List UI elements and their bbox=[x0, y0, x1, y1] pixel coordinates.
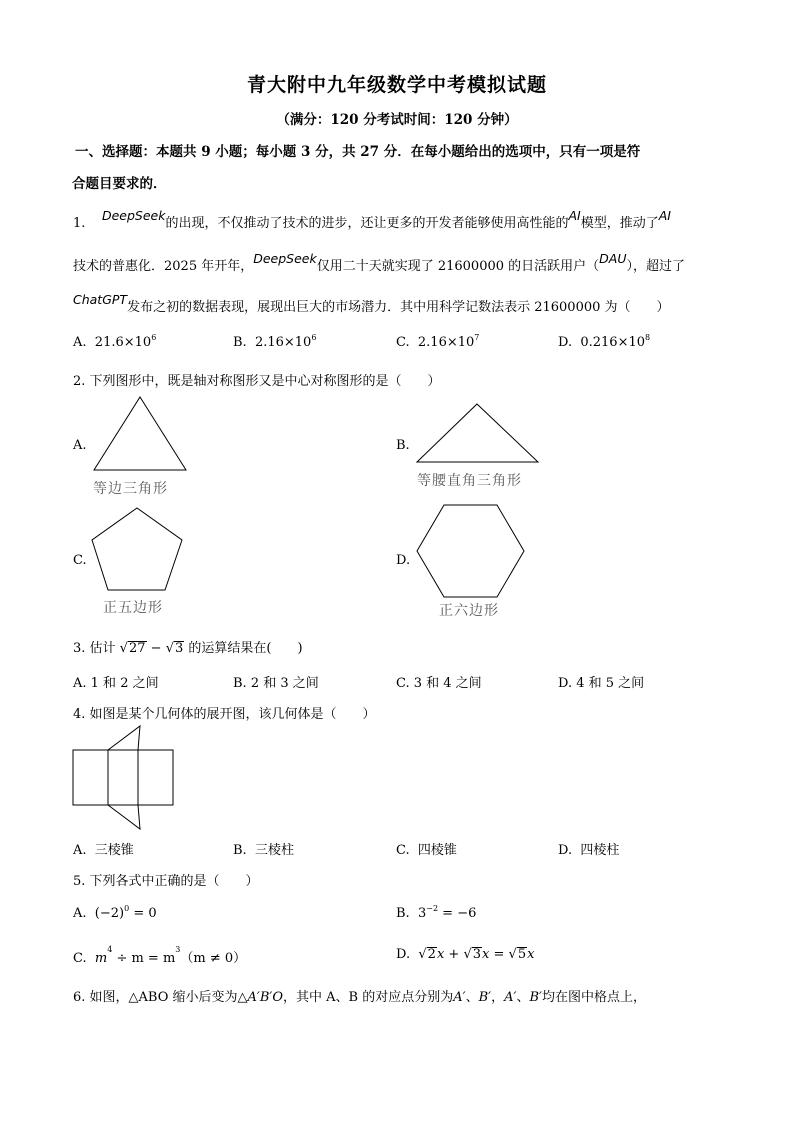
option-exponent: 6 bbox=[151, 333, 157, 342]
option-label: C. bbox=[73, 951, 87, 966]
q1-chatgpt: ChatGPT bbox=[73, 292, 128, 307]
isosceles-right-triangle-shape bbox=[417, 404, 538, 462]
q1-option-c[interactable] bbox=[396, 335, 479, 350]
option-value: 2.16×10 bbox=[254, 335, 312, 350]
q1-deepseek: DeepSeek bbox=[101, 208, 166, 223]
option-text: 三棱锥 bbox=[94, 843, 134, 858]
q1-line2 bbox=[73, 251, 685, 274]
term: x bbox=[527, 947, 535, 962]
q3-radicand1: 27 bbox=[128, 641, 146, 656]
q3-minus: − bbox=[150, 641, 162, 656]
q1-text2: 模型，推动了 bbox=[580, 216, 659, 231]
option-label: C. bbox=[396, 843, 410, 858]
option-exponent: 8 bbox=[645, 333, 651, 342]
option-value: 2.16×10 bbox=[417, 335, 475, 350]
page-title: 青大附中九年级数学中考模拟试题 bbox=[246, 74, 547, 96]
q2-caption-d: 正六边形 bbox=[439, 603, 499, 619]
radicand: 3 bbox=[472, 947, 482, 962]
q1-option-a[interactable] bbox=[73, 335, 156, 350]
q1-text1: 的出现，不仅推动了技术的进步，还让更多的开发者能够使用高性能的 bbox=[165, 216, 569, 231]
option-exponent: 7 bbox=[474, 333, 480, 342]
option-text: 四棱锥 bbox=[417, 843, 457, 858]
q1-line1 bbox=[73, 208, 671, 231]
q4-option-b[interactable] bbox=[233, 839, 294, 858]
q1-ai2: AI bbox=[658, 208, 671, 223]
q3-pre: 3. 估计 bbox=[73, 641, 116, 656]
option-text: 四棱柱 bbox=[580, 843, 620, 858]
q6-point-a2: A′ bbox=[504, 990, 517, 1005]
q2-caption-c: 正五边形 bbox=[103, 600, 163, 616]
option-label: A. bbox=[73, 906, 87, 921]
exponent: −2 bbox=[426, 904, 439, 913]
option-value: 0.216×10 bbox=[580, 335, 646, 350]
q4-question: 4. 如图是某个几何体的展开图，该几何体是（ ） bbox=[73, 707, 376, 722]
option-label: A. bbox=[73, 335, 87, 350]
q6-sep2: 、 bbox=[516, 990, 530, 1005]
option-text: 三棱柱 bbox=[254, 843, 294, 858]
q1-line3 bbox=[73, 292, 670, 315]
option-label: B. bbox=[233, 843, 247, 858]
equilateral-triangle-shape bbox=[94, 397, 186, 470]
q6-text1: 6. 如图，△ABO 缩小后变为 bbox=[73, 990, 238, 1005]
q4-option-a[interactable] bbox=[73, 839, 134, 858]
q5-option-d[interactable]: D. √2x + √3x = √5x bbox=[396, 947, 535, 962]
q6-text2: ，其中 A、B 的对应点分别为 bbox=[283, 990, 454, 1005]
q3-option-d[interactable]: D. 4 和 5 之间 bbox=[558, 676, 645, 691]
radicand: 2 bbox=[427, 947, 436, 962]
section-heading-cont: 合题目要求的． bbox=[72, 176, 167, 192]
condition: （m ≠ 0） bbox=[180, 951, 247, 966]
q6-point-a: A′ bbox=[453, 990, 466, 1005]
expr-rest: = 0 bbox=[129, 906, 157, 921]
expr-mid: ÷ m = m bbox=[112, 951, 176, 966]
prism-net-figure bbox=[73, 726, 173, 829]
expr: (−2) bbox=[94, 906, 125, 921]
option-label: C. bbox=[396, 335, 410, 350]
exponent2: 3 bbox=[175, 945, 181, 954]
q2-option-c-label[interactable]: C. bbox=[73, 553, 87, 568]
q6-point-b: B′ bbox=[478, 990, 492, 1005]
q6-point-b2: B′ bbox=[529, 990, 542, 1005]
q2-caption-b: 等腰直角三角形 bbox=[417, 473, 522, 489]
exponent: 4 bbox=[107, 945, 113, 954]
q2-option-d-label[interactable]: D. bbox=[396, 553, 411, 568]
q5-option-a[interactable] bbox=[73, 906, 157, 921]
term: x + bbox=[436, 947, 464, 962]
q4-option-d[interactable] bbox=[558, 839, 619, 858]
q3-option-a[interactable]: A. 1 和 2 之间 bbox=[73, 676, 159, 691]
exponent: 0 bbox=[124, 904, 130, 913]
q3-post: 的运算结果在( ) bbox=[188, 641, 303, 656]
q1-text6: 发布之初的数据表现，展现出巨大的市场潜力．其中用科学记数法表示 21600000 为（ ） bbox=[127, 300, 670, 315]
q4-option-c[interactable] bbox=[396, 839, 457, 858]
expr: m bbox=[94, 951, 108, 966]
q3-option-c[interactable]: C. 3 和 4 之间 bbox=[396, 676, 482, 691]
option-label: D. bbox=[558, 335, 573, 350]
option-label: D. bbox=[396, 947, 411, 962]
q1-dau: DAU bbox=[599, 251, 627, 266]
q6-sep: 、 bbox=[465, 990, 479, 1005]
q1-deepseek2: DeepSeek bbox=[253, 251, 317, 266]
q1-option-d[interactable] bbox=[558, 335, 650, 350]
q2-option-b-label[interactable]: B. bbox=[396, 438, 410, 453]
q5-option-c[interactable] bbox=[73, 947, 246, 966]
q2-option-a-label[interactable]: A. bbox=[73, 438, 87, 453]
option-label: B. bbox=[396, 906, 410, 921]
regular-pentagon-shape bbox=[92, 508, 182, 590]
expr-rest: = −6 bbox=[438, 906, 477, 921]
option-label: A. bbox=[73, 843, 87, 858]
q1-text5: ），超过了 bbox=[626, 259, 685, 274]
exam-info: （满分：120 分考试时间：120 分钟） bbox=[276, 112, 518, 128]
expr: 3 bbox=[417, 906, 427, 921]
q2-caption-a: 等边三角形 bbox=[93, 481, 168, 497]
q1-text3: 技术的普惠化．2025 年开年， bbox=[73, 259, 254, 274]
q6-text4: 均在图中格点上， bbox=[542, 990, 647, 1005]
q6-text3: ， bbox=[491, 990, 505, 1005]
option-label: D. bbox=[558, 843, 573, 858]
q3-radicand2: 3 bbox=[174, 641, 184, 656]
option-exponent: 6 bbox=[311, 333, 317, 342]
q1-option-b[interactable] bbox=[233, 335, 316, 350]
section-heading: 一、选择题：本题共 9 小题；每小题 3 分，共 27 分．在每小题给出的选项中，只有一项是符 bbox=[75, 144, 641, 160]
q6-triangle: △A′B′O bbox=[237, 990, 284, 1005]
radicand: 5 bbox=[517, 947, 527, 962]
q3-option-b[interactable]: B. 2 和 3 之间 bbox=[233, 676, 319, 691]
regular-hexagon-shape bbox=[417, 505, 524, 597]
q5-question: 5. 下列各式中正确的是（ ） bbox=[73, 874, 259, 889]
q3-question: 3. 估计 √27 − √3 的运算结果在( ) bbox=[73, 641, 303, 656]
q2-question: 2. 下列图形中，既是轴对称图形又是中心对称图形的是（ ） bbox=[73, 374, 441, 389]
term: x = bbox=[482, 947, 509, 962]
q6-question bbox=[73, 986, 646, 1005]
q1-ai: AI bbox=[568, 208, 581, 223]
q1-text4: 仅用二十天就实现了 21600000 的日活跃用户（ bbox=[316, 259, 600, 274]
option-value: 21.6×10 bbox=[94, 335, 152, 350]
option-label: B. bbox=[233, 335, 247, 350]
q1-number: 1. bbox=[73, 216, 86, 231]
q5-option-b[interactable] bbox=[396, 906, 476, 921]
